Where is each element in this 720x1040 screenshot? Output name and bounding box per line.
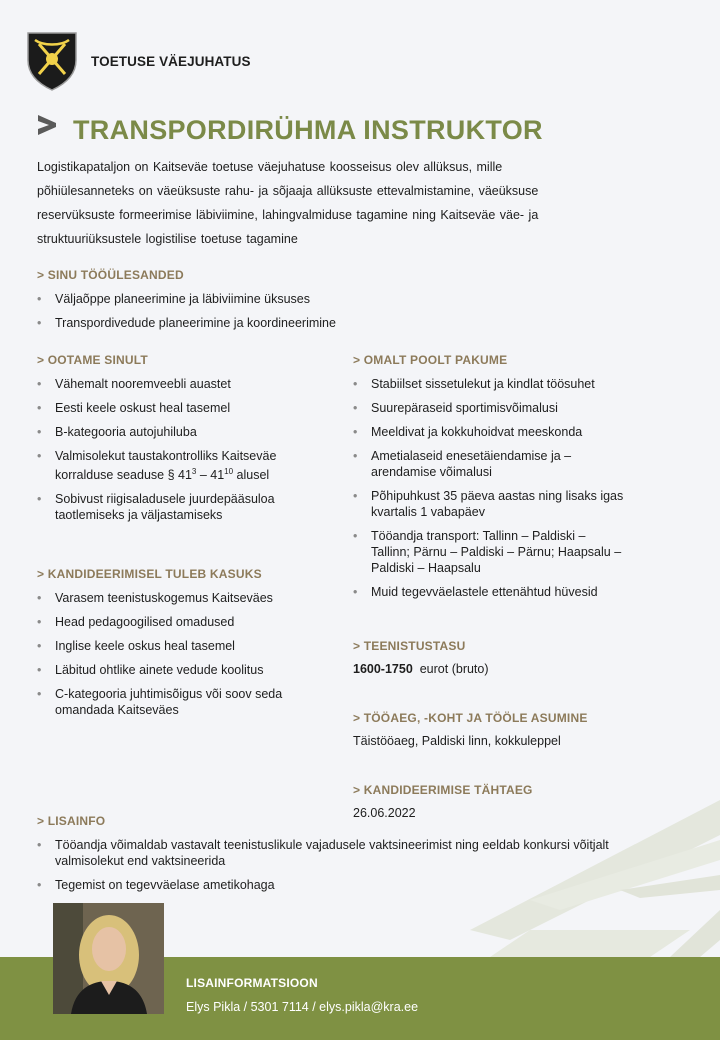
offer-list xyxy=(353,376,625,608)
duties-list xyxy=(37,291,637,339)
law-tail: alusel xyxy=(233,468,270,483)
list-item: • Väljaõppe planeerimine ja läbiviimine üksuses xyxy=(37,291,637,307)
list-item: • Muid tegevväelastele ettenähtud hüvesid xyxy=(353,584,625,600)
section-heading-worktime: > TÖÖAEG, -KOHT JA TÖÖLE ASUMINE xyxy=(353,711,588,725)
section-heading-salary: > TEENISTUSTASU xyxy=(353,639,466,653)
law-text: Valmisolekut taustakontrolliks Kaitseväe korralduse seaduse § 41 xyxy=(55,449,277,483)
salary-unit: eurot (bruto) xyxy=(419,662,489,676)
law-superscript: 3 xyxy=(191,467,197,476)
salary-value xyxy=(353,662,489,676)
contact-line: Elys Pikla / 5301 7114 / elys.pikla@kra.ee xyxy=(186,1000,419,1014)
list-item: • Vähemalt nooremveebli auastet xyxy=(37,376,317,392)
intro-paragraph: Logistikapataljon on Kaitseväe toetuse väejuhatuse koosseisus olev allüksus, mille põhiülesanneteks on väeüksuste rahu- ja sõjaaja allüksuste ettevalmistamine, väeüksuse reservüksuste formeerimise läbiviimine, lahingvalmiduse tagamine ning Kaitseväe väe- ja struktuuriüksustele logistilise toetuse tagamine xyxy=(37,160,539,246)
expect-list xyxy=(37,376,317,531)
organization-name: TOETUSE VÄEJUHATUS xyxy=(91,54,251,69)
list-item: • Läbitud ohtlike ainete vedude koolitus xyxy=(37,662,312,678)
law-dash: – 41 xyxy=(196,468,225,483)
list-item: • Tegemist on tegevväelase ametikohaga xyxy=(37,877,617,893)
contact-heading: LISAINFORMATSIOON xyxy=(186,976,318,990)
deadline-date: 26.06.2022 xyxy=(353,806,416,820)
section-heading-offer: > OMALT POOLT PAKUME xyxy=(353,353,508,367)
list-item: • Meeldivat ja kokkuhoidvat meeskonda xyxy=(353,424,625,440)
list-item: • Sobivust riigisaladusele juurdepääsuloa taotlemiseks ja väljastamiseks xyxy=(37,491,317,523)
list-item: • Tööandja võimaldab vastavalt teenistuslikule vajadusele vaktsineerimist ning eeldab konkursi võitjalt valmisolekut end vaktsineerida xyxy=(37,837,617,869)
advantage-list xyxy=(37,590,312,726)
list-item: • Tööandja transport: Tallinn – Paldiski – Tallinn; Pärnu – Paldiski – Pärnu; Haapsalu – Paldiski – Haapsalu xyxy=(353,528,625,576)
list-item: • Stabiilset sissetulekut ja kindlat töösuhet xyxy=(353,376,625,392)
list-item: • Põhipuhkust 35 päeva aastas ning lisaks igas kvartalis 1 vabapäev xyxy=(353,488,625,520)
section-heading-duties: > SINU TÖÖÜLESANDED xyxy=(37,268,184,282)
person-avatar-icon xyxy=(53,903,164,1014)
section-heading-extra: > LISAINFO xyxy=(37,814,106,828)
list-item: • B-kategooria autojuhiluba xyxy=(37,424,317,440)
list-item: • Head pedagoogilised omadused xyxy=(37,614,312,630)
list-item: • Varasem teenistuskogemus Kaitseväes xyxy=(37,590,312,606)
list-item: • C-kategooria juhtimisõigus või soov seda omandada Kaitseväes xyxy=(37,686,312,718)
shield-logo xyxy=(25,30,79,92)
page-title: TRANSPORDIRÜHMA INSTRUKTOR xyxy=(73,115,543,145)
list-item: • Ametialaseid enesetäiendamise ja – arendamise võimalusi xyxy=(353,448,625,480)
list-item: • Suurepäraseid sportimisvõimalusi xyxy=(353,400,625,416)
list-item: • Inglise keele oskus heal tasemel xyxy=(37,638,312,654)
salary-amount: 1600-1750 xyxy=(353,662,413,676)
extra-list xyxy=(37,837,617,901)
worktime-text: Täistööaeg, Paldiski linn, kokkuleppel xyxy=(353,734,561,748)
section-heading-expect: > OOTAME SINULT xyxy=(37,353,148,367)
section-heading-advantage: > KANDIDEERIMISEL TULEB KASUKS xyxy=(37,567,262,581)
contact-photo xyxy=(53,903,164,1014)
law-superscript: 10 xyxy=(224,467,234,476)
section-heading-deadline: > KANDIDEERIMISE TÄHTAEG xyxy=(353,783,533,797)
list-item: • Eesti keele oskust heal tasemel xyxy=(37,400,317,416)
list-item: • Transpordivedude planeerimine ja koordineerimine xyxy=(37,315,637,331)
list-item xyxy=(37,448,317,483)
chevron-icon xyxy=(36,112,58,138)
